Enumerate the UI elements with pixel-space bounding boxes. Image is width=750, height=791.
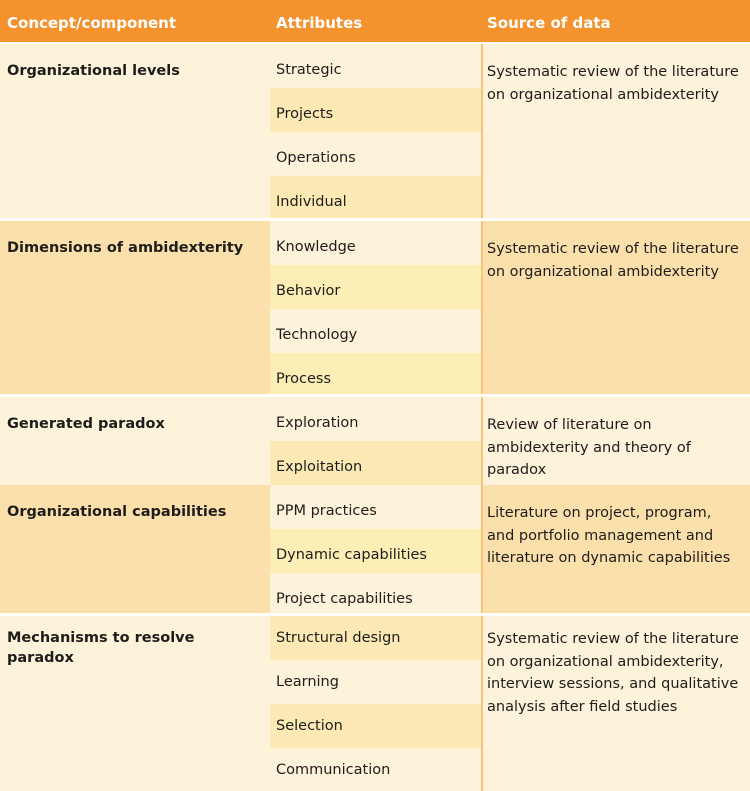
- concept-cell: Organizational levels: [7, 63, 180, 79]
- attribute-item: Communication: [276, 762, 391, 778]
- attribute-item: Projects: [270, 88, 481, 132]
- attributes-cell: [270, 221, 483, 394]
- attribute-item: Project capabilities: [270, 573, 481, 613]
- attribute-item: Operations: [276, 150, 356, 166]
- attribute-item: PPM practices: [270, 485, 481, 529]
- source-cell: Review of literature on ambidexterity and theory of paradox: [487, 417, 691, 478]
- concept-cell: Mechanisms to resolve paradox: [7, 630, 195, 666]
- header-attributes: Attributes: [276, 14, 363, 32]
- attribute-item: Dynamic capabilities: [270, 529, 481, 573]
- attribute-item: Process: [270, 353, 481, 394]
- attribute-item: Behavior: [270, 265, 481, 309]
- table-row: [0, 485, 750, 613]
- attribute-item: Strategic: [276, 62, 342, 78]
- source-cell: Systematic review of the literature on organizational ambidexterity, interview sessions, and qualitative analysis after field studies: [487, 631, 739, 715]
- concept-cell: Dimensions of ambidexterity: [7, 240, 244, 256]
- header-source: Source of data: [487, 14, 611, 32]
- attribute-item: Selection: [270, 704, 481, 748]
- table-row: [0, 616, 750, 791]
- table-row: [0, 221, 750, 394]
- table-header: [0, 0, 750, 42]
- attributes-cell: [270, 44, 483, 220]
- attribute-item: Exploration: [276, 415, 359, 431]
- header-concept: Concept/component: [7, 14, 177, 32]
- attributes-cell: [270, 616, 483, 791]
- source-cell: Literature on project, program, and portfolio management and literature on dynamic capabilities: [487, 505, 731, 566]
- source-cell: Systematic review of the literature on organizational ambidexterity: [487, 64, 739, 103]
- attribute-item: Individual: [270, 176, 481, 220]
- concept-cell: Generated paradox: [7, 416, 165, 432]
- attribute-item: Knowledge: [270, 221, 481, 265]
- attribute-item: Technology: [270, 309, 481, 353]
- table-row: [0, 397, 750, 485]
- attributes-cell: [270, 397, 483, 485]
- attributes-cell: [270, 485, 483, 613]
- table-row: [0, 44, 750, 220]
- attribute-item: Structural design: [270, 616, 481, 660]
- concept-cell: Organizational capabilities: [7, 504, 227, 520]
- source-cell: Systematic review of the literature on organizational ambidexterity: [487, 241, 739, 280]
- attribute-item: Learning: [276, 674, 339, 690]
- attribute-item: Exploitation: [270, 441, 481, 485]
